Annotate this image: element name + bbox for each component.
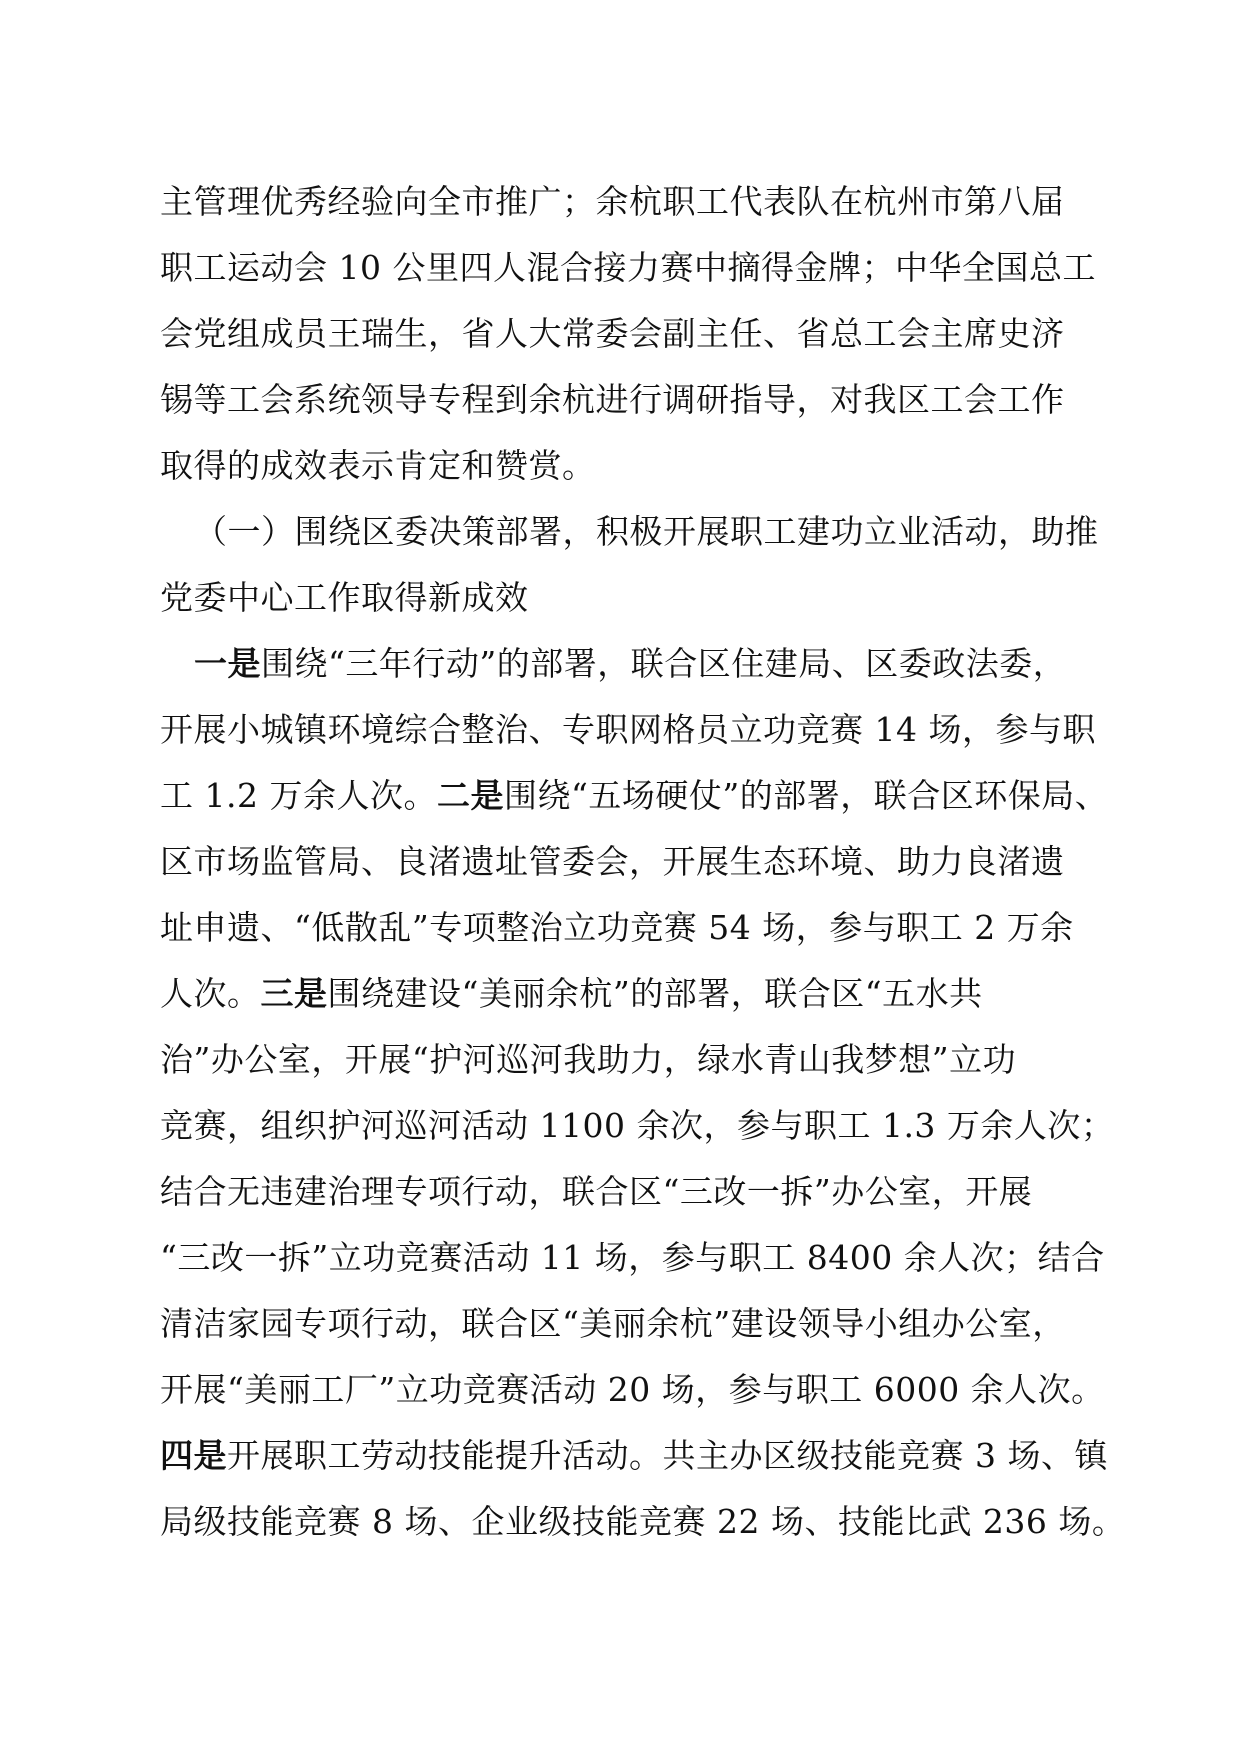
item-marker: 二是 <box>436 776 504 815</box>
section-heading-line: （一）围绕区委决策部署，积极开展职工建功立业活动，助推 <box>194 512 1099 551</box>
text-line <box>160 961 1120 1027</box>
text-line: 锡等工会系统领导专程到余杭进行调研指导，对我区工会工作 <box>160 380 1065 419</box>
text-line: 结合无违建治理专项行动，联合区“三改一拆”办公室，开展 <box>160 1172 1033 1211</box>
item-text: 围绕建设“美丽余杭”的部署，联合区“五水共 <box>327 974 983 1013</box>
item-marker: 三是 <box>260 974 328 1013</box>
text-line: 取得的成效表示肯定和赞赏。 <box>160 446 596 485</box>
text-line <box>160 1423 1120 1489</box>
text-line: 址申遗、“低散乱”专项整治立功竞赛 54 场，参与职工 2 万余 <box>160 908 1074 947</box>
text-line: 清洁家园专项行动，联合区“美丽余杭”建设领导小组办公室， <box>160 1304 1066 1343</box>
text-line: 竞赛，组织护河巡河活动 1100 余次，参与职工 1.3 万余人次； <box>160 1106 1115 1145</box>
item-marker: 一是 <box>194 644 261 683</box>
item-text: 围绕“五场硬仗”的部署，联合区环保局、 <box>503 776 1109 815</box>
text-line <box>194 631 1120 697</box>
text-line <box>160 763 1120 829</box>
item-text: 围绕“三年行动”的部署，联合区住建局、区委政法委， <box>261 644 1067 683</box>
text-line: 治”办公室，开展“护河巡河我助力，绿水青山我梦想”立功 <box>160 1040 1017 1079</box>
text-line: 开展小城镇环境综合整治、专职网格员立功竞赛 14 场，参与职 <box>160 710 1096 749</box>
item-text: 开展职工劳动技能提升活动。共主办区级技能竞赛 3 场、镇 <box>227 1436 1108 1475</box>
item-marker: 四是 <box>160 1436 227 1475</box>
text-line: 区市场监管局、良渚遗址管委会，开展生态环境、助力良渚遗 <box>160 842 1065 881</box>
section-heading-line: 党委中心工作取得新成效 <box>160 578 529 617</box>
text-line: 会党组成员王瑞生，省人大常委会副主任、省总工会主席史济 <box>160 314 1065 353</box>
text-line: 主管理优秀经验向全市推广；余杭职工代表队在杭州市第八届 <box>160 182 1065 221</box>
text-line: 局级技能竞赛 8 场、企业级技能竞赛 22 场、技能比武 236 场。 <box>160 1502 1126 1541</box>
item-text: 人次。 <box>160 974 261 1013</box>
item-text: 工 1.2 万余人次。 <box>160 776 437 815</box>
text-line: “三改一拆”立功竞赛活动 11 场，参与职工 8400 余人次；结合 <box>160 1238 1105 1277</box>
text-line: 职工运动会 10 公里四人混合接力赛中摘得金牌；中华全国总工 <box>160 248 1096 287</box>
text-line: 开展“美丽工厂”立功竞赛活动 20 场，参与职工 6000 余人次。 <box>160 1370 1105 1409</box>
